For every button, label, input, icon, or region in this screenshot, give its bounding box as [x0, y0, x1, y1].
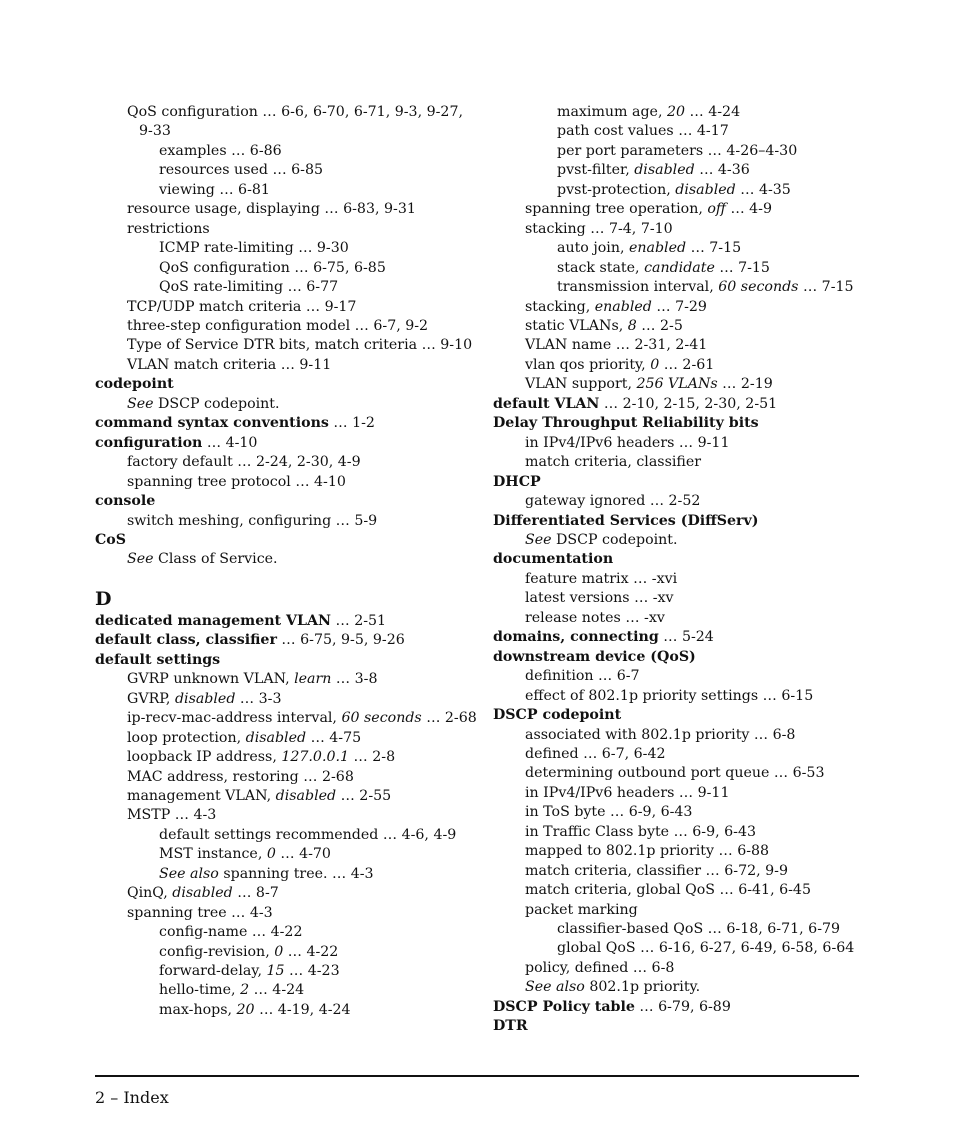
index-text: … 4-9 [725, 201, 773, 218]
index-subentry [95, 670, 475, 689]
index-text: transmission interval, [557, 279, 719, 296]
index-text: viewing … 6-81 [159, 181, 270, 198]
index-text: match criteria, classifier … 6-72, 9-9 [525, 862, 788, 879]
index-subentry [95, 278, 475, 297]
index-term [95, 375, 475, 394]
index-column-left [95, 103, 475, 1020]
index-term [493, 550, 873, 569]
index-subentry [95, 512, 475, 531]
index-text: See also [525, 979, 585, 996]
index-subentry [493, 434, 873, 453]
index-term [493, 1017, 873, 1036]
index-text: … 4-75 [306, 729, 362, 746]
index-subentry [493, 726, 873, 745]
index-text: stacking, [525, 298, 595, 315]
index-text: disabled [245, 729, 307, 746]
index-subentry [95, 709, 475, 728]
index-text: resources used … 6-85 [159, 162, 324, 179]
index-subentry [493, 531, 873, 550]
index-term [493, 414, 873, 433]
index-text: loopback IP address, [127, 749, 282, 766]
index-text: See [525, 531, 552, 548]
index-text: QoS rate-limiting … 6-77 [159, 279, 339, 296]
index-text: DHCP [493, 473, 541, 490]
index-text: global QoS … 6-16, 6-27, 6-49, 6-58, 6-64 [557, 940, 855, 957]
index-text: in IPv4/IPv6 headers … 9-11 [525, 784, 730, 801]
index-subentry [493, 298, 873, 317]
index-subentry [95, 690, 475, 709]
index-subentry [493, 920, 873, 939]
index-subentry [493, 356, 873, 375]
index-text: 15 [266, 963, 285, 980]
index-subentry [95, 943, 475, 962]
index-subentry [95, 200, 475, 219]
index-text: … 7-15 [714, 259, 770, 276]
index-text: associated with 802.1p priority … 6-8 [525, 726, 796, 743]
index-text: spanning tree operation, [525, 201, 708, 218]
index-subentry [493, 103, 873, 122]
index-text: learn [294, 671, 332, 688]
index-text: spanning tree protocol … 4-10 [127, 473, 346, 490]
index-text: … 4-70 [275, 846, 331, 863]
index-text: See also [159, 865, 219, 882]
index-text: DSCP codepoint [493, 707, 622, 724]
footer-rule [95, 1075, 859, 1077]
index-subentry [493, 784, 873, 803]
index-subentry [493, 764, 873, 783]
index-text: TCP/UDP match criteria … 9-17 [127, 298, 357, 315]
index-text: 60 seconds [341, 710, 422, 727]
index-text: gateway ignored … 2-52 [525, 493, 701, 510]
index-subentry [95, 923, 475, 942]
index-text: stack state, [557, 259, 645, 276]
index-subentry [95, 748, 475, 767]
index-subentry [493, 939, 873, 958]
index-subentry [493, 842, 873, 861]
index-text: match criteria, global QoS … 6-41, 6-45 [525, 882, 811, 899]
index-text: … 4-23 [284, 963, 340, 980]
index-text: … 7-29 [651, 298, 707, 315]
index-text: command syntax conventions [95, 415, 329, 432]
index-subentry [493, 278, 873, 297]
index-text: 20 [666, 104, 686, 120]
index-subentry [95, 336, 475, 355]
index-text: VLAN match criteria … 9-11 [127, 356, 332, 373]
index-text: disabled [275, 787, 337, 804]
index-text: Type of Service DTR bits, match criteria … 9-10 [127, 337, 473, 354]
index-text: disabled [634, 162, 695, 179]
index-subentry [493, 901, 873, 920]
index-text: default settings [95, 651, 221, 668]
index-subentry [95, 142, 475, 161]
index-text: … 4-10 [202, 434, 258, 451]
index-text: loop protection, [127, 729, 246, 746]
index-term [95, 651, 475, 670]
index-text: … 4-19, 4-24 [254, 1001, 351, 1018]
index-text: spanning tree. … 4-3 [218, 865, 374, 882]
index-subentry [493, 687, 873, 706]
index-text: off [707, 201, 726, 218]
index-text: … 3-8 [331, 671, 378, 688]
index-text: See [127, 551, 154, 568]
index-subentry [95, 729, 475, 748]
index-term [95, 492, 475, 511]
index-text: vlan qos priority, [525, 356, 651, 373]
index-text: disabled [174, 690, 236, 707]
index-text: forward-delay, [159, 963, 267, 980]
index-subentry [493, 239, 873, 258]
index-text: 2 [240, 982, 250, 999]
index-text: 802.1p priority. [584, 979, 701, 996]
index-text: disabled [675, 181, 736, 198]
index-text: … 4-22 [283, 943, 339, 960]
index-text: ip-recv-mac-address interval, [127, 710, 342, 727]
index-subentry [95, 806, 475, 825]
index-subentry [493, 745, 873, 764]
index-subentry [493, 609, 873, 628]
index-text: in IPv4/IPv6 headers … 9-11 [525, 434, 730, 451]
index-text: enabled [628, 240, 687, 257]
index-text: feature matrix … -xvi [525, 570, 678, 587]
index-text: enabled [594, 298, 652, 315]
index-text: determining outbound port queue … 6-53 [525, 765, 825, 782]
index-text: See [127, 395, 154, 412]
index-term [493, 998, 873, 1017]
index-text: MST instance, [159, 846, 267, 863]
index-subentry [95, 1001, 475, 1020]
index-text: … 2-68 [421, 710, 477, 727]
index-subentry [95, 845, 475, 864]
index-term [493, 473, 873, 492]
index-text: defined … 6-7, 6-42 [525, 745, 666, 762]
index-text: … 6-79, 6-89 [634, 998, 731, 1015]
index-text: candidate [644, 259, 715, 276]
index-term [493, 628, 873, 647]
index-subentry [95, 473, 475, 492]
index-text: Delay Throughput Reliability bits [493, 415, 759, 432]
index-text: GVRP unknown VLAN, [127, 671, 295, 688]
index-subentry [493, 862, 873, 881]
index-text: DTR [493, 1018, 528, 1035]
index-term [95, 414, 475, 433]
index-text: disabled [172, 885, 233, 902]
index-subentry [95, 453, 475, 472]
index-text: release notes … -xv [525, 609, 665, 626]
index-text: hello-time, [159, 982, 241, 999]
index-text: management VLAN, [127, 787, 276, 804]
index-text: spanning tree … 4-3 [127, 904, 273, 921]
index-text: 20 [236, 1001, 255, 1018]
index-text: default VLAN [493, 395, 600, 412]
index-text: pvst-protection, [557, 181, 676, 198]
index-text: 256 VLANs [636, 376, 718, 393]
index-subentry [95, 317, 475, 336]
index-text: console [95, 493, 156, 510]
index-text: config-revision, [159, 943, 275, 960]
index-subentry [493, 200, 873, 219]
index-text: switch meshing, configuring … 5-9 [127, 512, 378, 529]
index-subentry [493, 161, 873, 180]
index-text: downstream device (QoS) [493, 648, 696, 665]
index-text: match criteria, classifier [525, 454, 702, 471]
index-subentry [95, 356, 475, 375]
index-subentry [493, 589, 873, 608]
index-text: DSCP Policy table [493, 998, 635, 1015]
index-subentry [95, 298, 475, 317]
index-text: VLAN support, [525, 376, 637, 393]
index-text: default settings recommended … 4-6, 4-9 [159, 826, 457, 843]
index-text: VLAN name … 2-31, 2-41 [525, 337, 708, 354]
index-text: … 4-24 [249, 982, 305, 999]
index-subentry [95, 904, 475, 923]
index-subentry [95, 103, 475, 122]
index-text: … 3-3 [235, 690, 282, 707]
index-text: path cost values … 4-17 [557, 123, 729, 140]
index-text: effect of 802.1p priority settings … 6-15 [525, 687, 814, 704]
index-term [493, 648, 873, 667]
index-term [493, 706, 873, 725]
index-subentry [95, 962, 475, 981]
index-text: default class, classifier [95, 632, 277, 649]
index-text: CoS [95, 531, 127, 548]
index-text: Differentiated Services (DiffServ) [493, 512, 759, 529]
index-text: restrictions [127, 220, 210, 237]
index-text: 127.0.0.1 [281, 749, 350, 766]
index-text: GVRP, [127, 690, 175, 707]
index-text: per port parameters … 4-26–4-30 [557, 142, 798, 159]
index-subentry [493, 978, 873, 997]
index-subentry [95, 884, 475, 903]
index-text: … 7-15 [686, 240, 742, 257]
index-subentry [95, 768, 475, 787]
index-text: packet marking [525, 901, 638, 918]
index-text: ICMP rate-limiting … 9-30 [159, 240, 349, 257]
index-text: MSTP … 4-3 [127, 807, 217, 824]
index-term [95, 434, 475, 453]
index-text: 8 [627, 317, 637, 334]
index-subentry [493, 803, 873, 822]
index-subentry [493, 142, 873, 161]
index-text: … 4-24 [685, 104, 741, 120]
index-text: factory default … 2-24, 2-30, 4-9 [127, 454, 361, 471]
index-text: … 2-5 [636, 317, 683, 334]
index-subentry [493, 181, 873, 200]
index-text: documentation [493, 551, 614, 568]
index-subentry [95, 239, 475, 258]
index-subentry [95, 550, 475, 569]
index-text: … 6-75, 9-5, 9-26 [276, 632, 405, 649]
index-term [95, 631, 475, 650]
index-text: static VLANs, [525, 317, 628, 334]
index-text: … 4-35 [735, 181, 791, 198]
index-text: examples … 6-86 [159, 142, 282, 159]
index-subentry [95, 787, 475, 806]
index-text: stacking … 7-4, 7-10 [525, 220, 673, 237]
index-text: … 7-15 [798, 279, 854, 296]
index-subentry [493, 881, 873, 900]
index-text: three-step configuration model … 6-7, 9-2 [127, 317, 429, 334]
index-term [95, 612, 475, 631]
index-text: pvst-filter, [557, 162, 635, 179]
page-footer: 2 – Index [95, 1088, 169, 1107]
index-text: … 2-61 [659, 356, 715, 373]
index-subentry [493, 122, 873, 141]
index-text: resource usage, displaying … 6-83, 9-31 [127, 201, 416, 218]
index-subentry [493, 959, 873, 978]
index-text: … 5-24 [658, 629, 714, 646]
index-text: DSCP codepoint. [551, 531, 678, 548]
index-text: … 2-51 [331, 612, 387, 629]
index-text: maximum age, [557, 104, 667, 120]
index-text: QoS configuration … 6-6, 6-70, 6-71, 9-3, 9-27, [127, 104, 463, 120]
index-text: … 1-2 [328, 415, 375, 432]
index-text: D [95, 587, 112, 610]
index-subentry [493, 570, 873, 589]
index-term [493, 395, 873, 414]
index-subentry [95, 259, 475, 278]
index-text: … 2-55 [336, 787, 392, 804]
index-subentry [95, 181, 475, 200]
index-text: in ToS byte … 6-9, 6-43 [525, 804, 693, 821]
index-term [493, 512, 873, 531]
index-subentry [95, 161, 475, 180]
index-text: configuration [95, 434, 203, 451]
index-subentry [493, 317, 873, 336]
index-subentry [95, 981, 475, 1000]
index-text: codepoint [95, 376, 174, 393]
index-term [95, 531, 475, 550]
index-subentry [493, 667, 873, 686]
index-text: … 4-36 [694, 162, 750, 179]
index-text: classifier-based QoS … 6-18, 6-71, 6-79 [557, 921, 841, 938]
index-text: config-name … 4-22 [159, 924, 303, 941]
index-text: definition … 6-7 [525, 668, 640, 685]
index-text: 0 [266, 846, 276, 863]
index-column-right [493, 103, 873, 1037]
index-text: dedicated management VLAN [95, 612, 331, 629]
index-text: 0 [274, 943, 284, 960]
index-subentry [493, 336, 873, 355]
index-subentry [95, 826, 475, 845]
index-subentry [493, 220, 873, 239]
index-subentry [95, 865, 475, 884]
index-text: auto join, [557, 240, 629, 257]
index-subentry [95, 395, 475, 414]
index-text: QinQ, [127, 885, 173, 902]
index-text: MAC address, restoring … 2-68 [127, 768, 354, 785]
index-subentry [493, 259, 873, 278]
index-text: … 2-8 [349, 749, 396, 766]
index-text: QoS configuration … 6-75, 6-85 [159, 259, 386, 276]
section-letter-heading [95, 587, 475, 610]
index-text: … 2-10, 2-15, 2-30, 2-51 [599, 395, 778, 412]
index-text: 60 seconds [718, 279, 799, 296]
index-text: max-hops, [159, 1001, 237, 1018]
index-text: domains, connecting [493, 629, 659, 646]
index-text: mapped to 802.1p priority … 6-88 [525, 843, 770, 860]
index-text: latest versions … -xv [525, 590, 674, 607]
index-subentry [493, 492, 873, 511]
index-subentry [493, 375, 873, 394]
index-subentry [95, 220, 475, 239]
index-text: Class of Service. [153, 551, 278, 568]
index-text: in Traffic Class byte … 6-9, 6-43 [525, 823, 757, 840]
index-text: 9-33 [139, 123, 171, 140]
index-entry-continuation [95, 122, 475, 141]
index-subentry [493, 453, 873, 472]
index-subentry [493, 823, 873, 842]
index-text: DSCP codepoint. [153, 395, 280, 412]
index-text: … 2-19 [717, 376, 773, 393]
index-text: 0 [650, 356, 660, 373]
index-text: … 8-7 [232, 885, 279, 902]
index-text: policy, defined … 6-8 [525, 959, 675, 976]
